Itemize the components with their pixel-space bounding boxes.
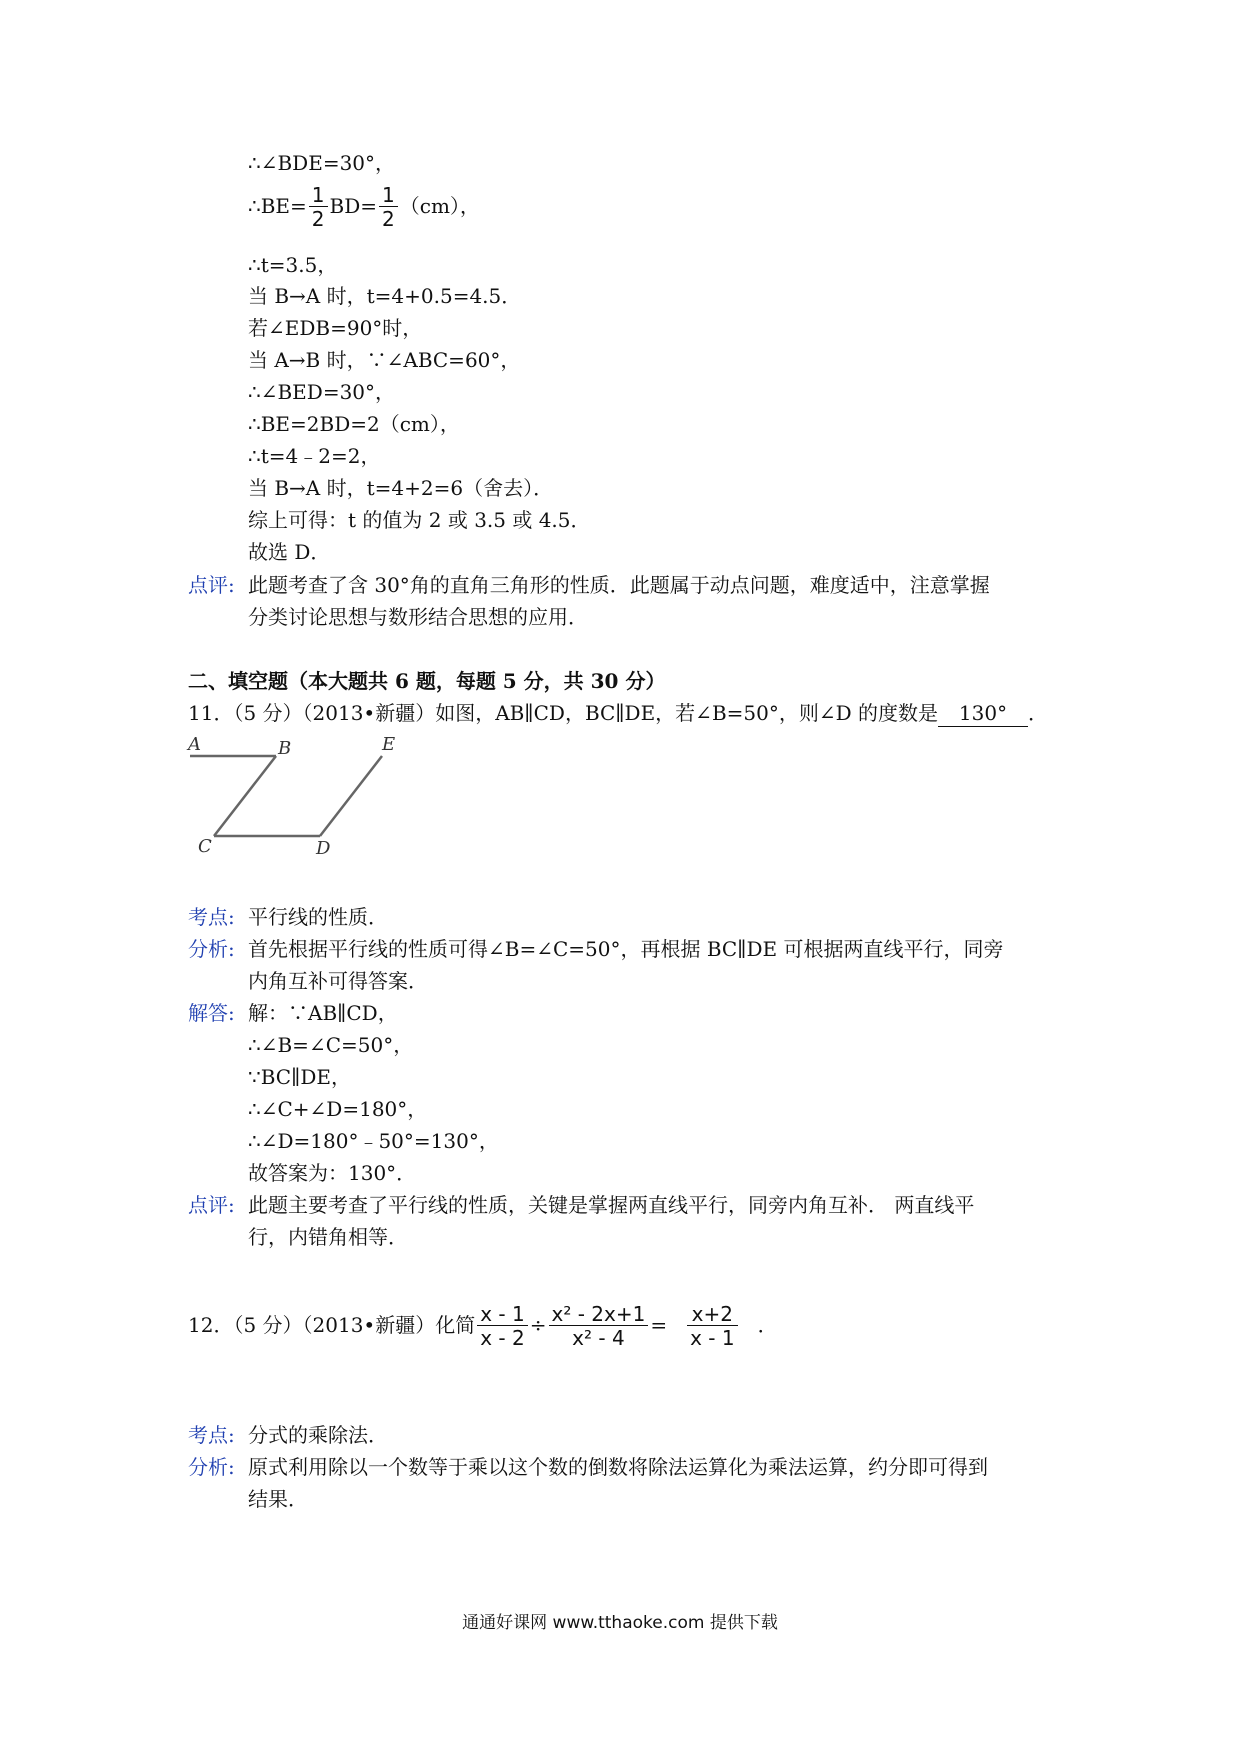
fenxi-text: 内角互补可得答案． [248, 969, 428, 993]
fenxi-text: 原式利用除以一个数等于乘以这个数的倒数将除法运算化为乘法运算，约分即可得到 [248, 1455, 988, 1479]
question-stem-text: 11．（5 分）（2013•新疆）如图，AB∥CD，BC∥DE，若∠B=50°，则∠D 的度数是 [188, 701, 938, 725]
jieda-text: 解：∵AB∥CD， [248, 1001, 398, 1025]
solution-line: 当 B→A 时，t=4+2=6（舍去）． [248, 476, 554, 500]
fraction-quadratic: $\frac{\text{x² - 2x+1}}{\text{x² - 4}}$ [549, 1303, 649, 1350]
fenxi-label: 分析: [188, 937, 235, 961]
fenxi-label: 分析: [188, 1455, 235, 1479]
fenxi-text: 首先根据平行线的性质可得∠B=∠C=50°，再根据 BC∥DE 可根据两直线平行，同旁 [248, 937, 1004, 961]
answer-fraction: $\frac{x+2}{x - 1}$ [687, 1303, 738, 1350]
fraction-half-2: $\frac{1}{2}$ [379, 184, 398, 231]
kaodian-label: 考点: [188, 905, 235, 929]
solution-line: ∴BE=2BD=2（cm）， [248, 412, 460, 436]
fraction-x-minus-1-over-x-minus-2: $\frac{x - 1}{x - 2}$ [477, 1303, 528, 1350]
solution-line: 若∠EDB=90°时， [248, 316, 423, 340]
label-b: B [278, 738, 292, 759]
fraction-half-1: $\frac{1}{2}$ [309, 184, 328, 231]
answer-blank [667, 1290, 758, 1360]
jieda-line: 故答案为：130°． [248, 1161, 417, 1185]
section-heading: 二、填空题（本大题共 6 题，每题 5 分，共 30 分） [188, 669, 666, 693]
kaodian-text: 平行线的性质． [248, 905, 388, 929]
jieda-line: ∵BC∥DE， [248, 1065, 351, 1089]
question-stem-text: 12．（5 分）（2013•新疆）化简 [188, 1313, 476, 1337]
answer-blank: 130° [938, 700, 1028, 727]
divide-sign: ÷ [529, 1313, 547, 1337]
footer-text: 通通好课网 www.tthaoke.com 提供下载 [462, 1613, 778, 1633]
label-a: A [188, 736, 201, 755]
dianping-text: 此题主要考查了平行线的性质，关键是掌握两直线平行，同旁内角互补． 两直线平 [248, 1193, 975, 1217]
stem-end: ． [1028, 701, 1048, 725]
solution-line: 当 B→A 时，t=4+0.5=4.5． [248, 284, 522, 308]
be-mid: BD= [329, 194, 378, 218]
stem-end: ． [757, 1313, 778, 1337]
parallelogram-figure [186, 736, 426, 866]
comment-text: 此题考查了含 30°角的直角三角形的性质．此题属于动点问题，难度适中，注意掌握 [248, 573, 990, 597]
jieda-line: ∴∠D=180°﹣50°=130°， [248, 1129, 499, 1153]
kaodian-label: 考点: [188, 1423, 235, 1447]
be-suffix: （cm）， [399, 194, 480, 218]
solution-line: 故选 D． [248, 540, 331, 564]
dianping-label: 点评: [188, 1193, 235, 1217]
solution-line: 当 A→B 时，∵∠ABC=60°， [248, 348, 521, 372]
question-11-stem [188, 700, 1048, 727]
comment-text: 分类讨论思想与数形结合思想的应用． [248, 605, 588, 629]
be-equation-line [248, 176, 480, 236]
label-d: D [316, 838, 331, 859]
jieda-line: ∴∠B=∠C=50°， [248, 1033, 414, 1057]
jieda-label: 解答: [188, 1001, 235, 1025]
label-c: C [198, 836, 212, 857]
solution-line: ∴t=4﹣2=2， [248, 444, 381, 468]
solution-line: 综上可得：t 的值为 2 或 3.5 或 4.5． [248, 508, 591, 532]
equals-sign: = [650, 1313, 668, 1337]
comment-label: 点评: [188, 573, 235, 597]
segment-bc [214, 756, 276, 836]
jieda-line: ∴∠C+∠D=180°， [248, 1097, 428, 1121]
solution-line: ∴∠BED=30°， [248, 380, 396, 404]
be-prefix: ∴BE= [248, 194, 307, 218]
fenxi-text: 结果． [248, 1487, 308, 1511]
dianping-text: 行，内错角相等． [248, 1225, 408, 1249]
solution-line: ∴t=3.5， [248, 253, 338, 277]
label-e: E [382, 736, 396, 755]
segment-de [320, 756, 382, 836]
kaodian-text: 分式的乘除法． [248, 1423, 388, 1447]
solution-line: ∴∠BDE=30°， [248, 151, 396, 175]
question-12-stem [188, 1290, 778, 1360]
